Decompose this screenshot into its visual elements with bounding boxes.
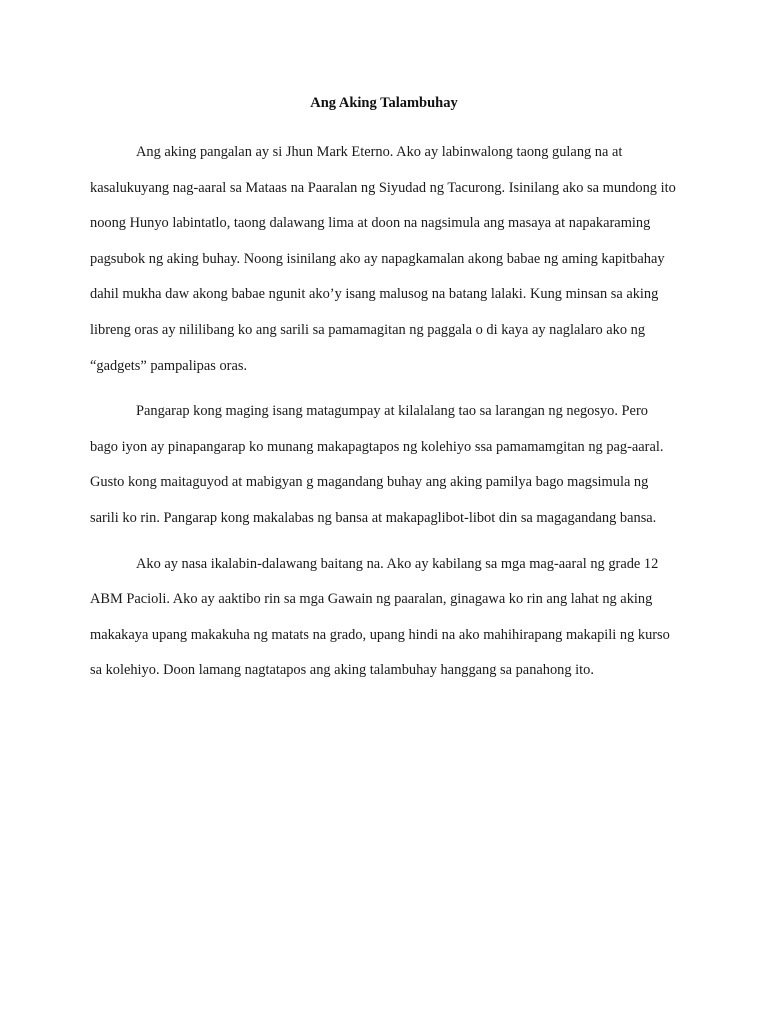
paragraph-3: Ako ay nasa ikalabin-dalawang baitang na. Ako ay kabilang sa mga mag-aaral ng grade 12 ABM Pacioli. Ako ay aaktibo rin sa mga Gawain ng paaralan, ginagawa ko rin ang lahat ng aking makakaya upang makakuha ng matats na grado, upang hindi na ako mahihirapang makapili ng kurso sa kolehiyo. Doon lamang nagtatapos ang aking talambuhay hanggang sa panahong ito. [90,555,670,679]
paragraph-1: Ang aking pangalan ay si Jhun Mark Eterno. Ako ay labinwalong taong gulang na at kasalukuyang nag-aaral sa Mataas na Paaralan ng Siyudad ng Tacurong. Isinilang ako sa mundong ito noong Hunyo labintatlo, taong dalawang lima at doon na nagsimula ang masaya at napakaraming pagsubok ng aking buhay. Noong isinilang ako ay napagkamalan akong babae ng aming kapitbahay dahil mukha daw akong babae ngunit ako’y isang malusog na batang lalaki. Kung minsan sa aking libreng oras ay nililibang ko ang sarili sa pamamagitan ng paggala o di kaya ay naglalaro ako ng “gadgets” pampalipas oras. [90,144,676,374]
document-body [90,135,676,699]
paragraph-2: Pangarap kong maging isang matagumpay at kilalalang tao sa larangan ng negosyo. Pero bago iyon ay pinapangarap ko munang makapagtapos ng kolehiyo ssa pamamamgitan ng pag-aaral. Gusto kong maitaguyod at mabigyan g magandang buhay ang aking pamilya bago magsimula ng sarili ko rin. Pangarap kong makalabas ng bansa at makapaglibot-libot din sa magagandang bansa. [90,403,664,526]
document-title: Ang Aking Talambuhay [310,95,458,111]
